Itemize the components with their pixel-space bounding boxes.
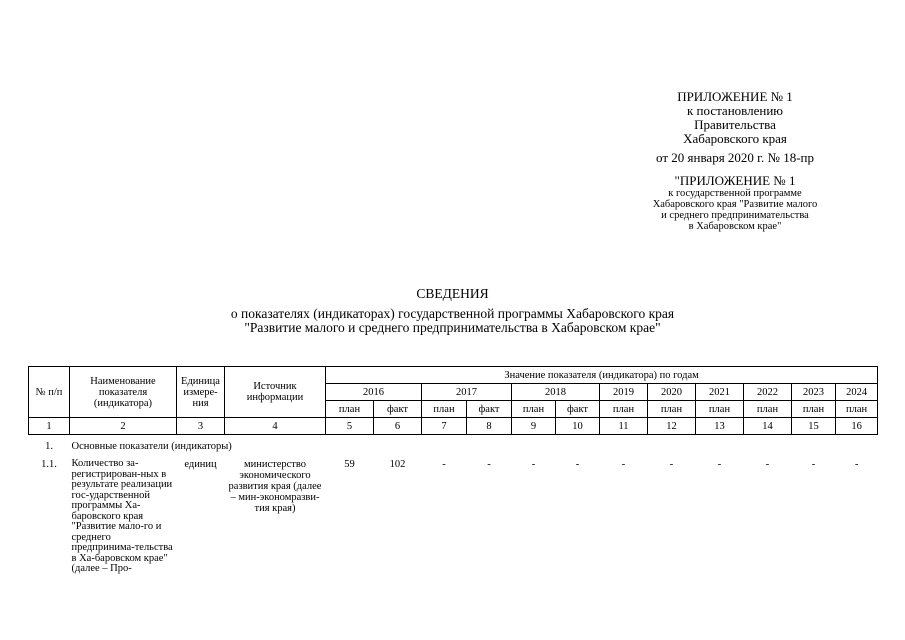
column-number: 1 <box>29 418 70 435</box>
row-source: министерство экономического развития края (далее – мин-экономразви-тия края) <box>228 459 322 514</box>
previous-appendix-title: "ПРИЛОЖЕНИЕ № 1 <box>674 173 796 188</box>
column-number: 9 <box>512 418 556 435</box>
header-sub: план <box>836 401 878 418</box>
header-sub: план <box>792 401 836 418</box>
row-value: - <box>487 459 491 470</box>
row-name: Количество за-регистрирован-ных в результате реализации гос-ударственной программы Ха-баровского края "Развитие мало-го и среднего предпринима-тельства в Ха-баровском крае" (далее – Про- <box>71 458 173 574</box>
row-value: - <box>811 459 816 470</box>
approval-line: ПРИЛОЖЕНИЕ № 1 <box>677 89 793 104</box>
column-number: 8 <box>467 418 512 435</box>
document-title: СВЕДЕНИЯ <box>416 286 489 301</box>
header-year: 2019 <box>600 384 648 401</box>
header-sub: факт <box>467 401 512 418</box>
column-number: 11 <box>600 418 648 435</box>
previous-appendix-line: и среднего предпринимательства <box>661 210 809 221</box>
header-num: № п/п <box>29 367 70 418</box>
header-unit: Единица измере-ния <box>177 367 225 418</box>
section-row <box>29 435 878 454</box>
row-value: - <box>575 459 580 470</box>
row-unit: единиц <box>184 459 217 470</box>
header-sub: план <box>422 401 467 418</box>
column-number: 3 <box>177 418 225 435</box>
column-number: 16 <box>836 418 878 435</box>
section-num: 1. <box>45 441 53 452</box>
row-value: - <box>442 459 446 470</box>
approval-line: Хабаровского края <box>683 131 787 146</box>
previous-appendix-line: Хабаровского края "Развитие малого <box>652 199 818 210</box>
previous-appendix-line: к государственной программе <box>668 188 802 199</box>
header-name: Наименование показателя (индикатора) <box>70 367 177 418</box>
table-row <box>29 453 878 576</box>
row-value: 59 <box>344 459 355 470</box>
row-value: - <box>669 459 674 470</box>
column-number: 4 <box>225 418 326 435</box>
column-number: 10 <box>556 418 600 435</box>
row-num: 1.1. <box>41 459 57 470</box>
header-year: 2021 <box>696 384 744 401</box>
section-label: Основные показатели (индикаторы) <box>71 441 232 452</box>
approval-stamp <box>600 90 870 232</box>
document-heading <box>0 287 905 335</box>
column-number: 2 <box>70 418 177 435</box>
header-sub: план <box>696 401 744 418</box>
header-year: 2016 <box>326 384 422 401</box>
row-value: - <box>854 459 859 470</box>
header-year: 2023 <box>792 384 836 401</box>
header-year: 2018 <box>512 384 600 401</box>
column-number: 14 <box>744 418 792 435</box>
previous-appendix-line: в Хабаровском крае" <box>688 221 782 232</box>
header-sub: план <box>600 401 648 418</box>
header-year: 2020 <box>648 384 696 401</box>
column-number: 7 <box>422 418 467 435</box>
column-number: 5 <box>326 418 374 435</box>
column-number: 13 <box>696 418 744 435</box>
approval-line: к постановлению <box>686 103 784 118</box>
header-year: 2017 <box>422 384 512 401</box>
header-sub: план <box>326 401 374 418</box>
header-year: 2024 <box>836 384 878 401</box>
header-sub: план <box>648 401 696 418</box>
approval-line: Правительства <box>694 117 776 132</box>
approval-date: от 20 января 2020 г. № 18-пр <box>656 150 814 165</box>
column-number: 15 <box>792 418 836 435</box>
document-subtitle: о показателях (индикаторах) государственной программы Хабаровского края <box>230 306 675 321</box>
header-values: Значение показателя (индикатора) по годам <box>326 367 878 384</box>
header-sub: факт <box>556 401 600 418</box>
row-value: - <box>531 459 536 470</box>
row-value: - <box>717 459 722 470</box>
column-number: 12 <box>648 418 696 435</box>
header-sub: план <box>512 401 556 418</box>
row-value: 102 <box>389 459 406 470</box>
header-source: Источник информации <box>225 367 326 418</box>
column-number: 6 <box>374 418 422 435</box>
row-value: - <box>765 459 770 470</box>
header-year: 2022 <box>744 384 792 401</box>
document-subtitle: "Развитие малого и среднего предпринимательства в Хабаровском крае" <box>244 320 661 335</box>
header-sub: план <box>744 401 792 418</box>
header-sub: факт <box>374 401 422 418</box>
indicators-table <box>28 366 878 576</box>
row-value: - <box>621 459 626 470</box>
